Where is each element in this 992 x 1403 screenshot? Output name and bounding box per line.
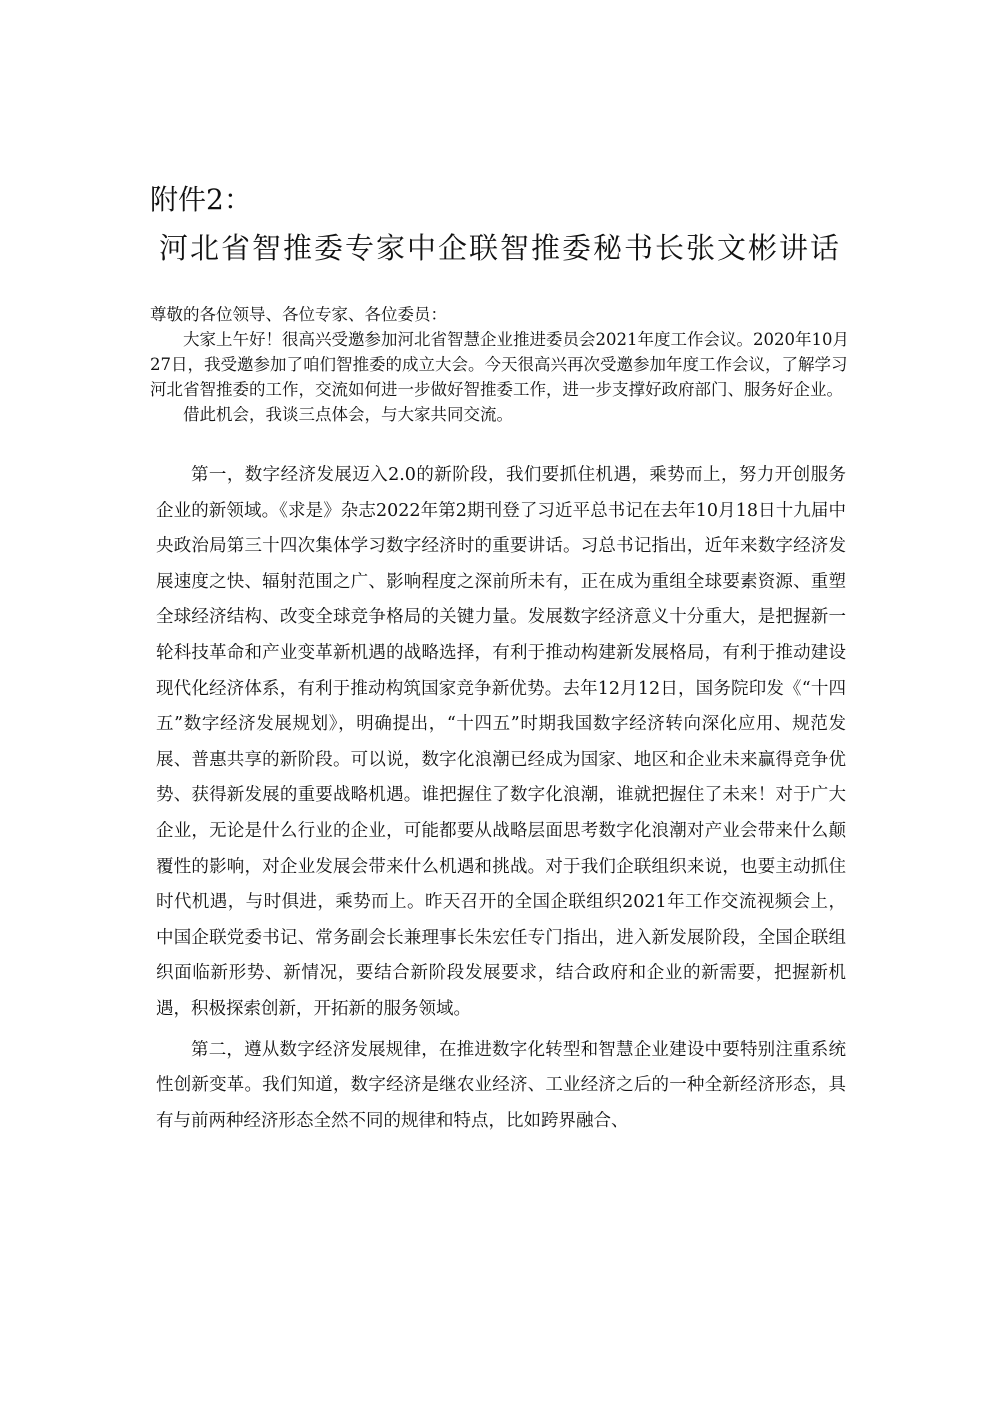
document-title: 河北省智推委专家中企联智推委秘书长张文彬讲话 [158,231,841,265]
body-section [156,458,846,1139]
intro-paragraph: 借此机会，我谈三点体会，与大家共同交流。 [183,405,513,424]
body-paragraph: 第一，数字经济发展迈入2.0的新阶段，我们要抓住机遇，乘势而上，努力开创服务企业的新领域。《求是》杂志2022年第2期刊登了习近平总书记在去年10月18日十九届中央政治局第三十四次集体学习数字经济时的重要讲话。习总书记指出，近年来数字经济发展速度之快、辐射范围之广、影响程度之深前所未有，正在成为重组全球要素资源、重塑全球经济结构、改变全球竞争格局的关键力量。发展数字经济意义十分重大，是把握新一轮科技革命和产业变革新机遇的战略选择，有利于推动构建新发展格局，有利于推动建设现代化经济体系，有利于推动构筑国家竞争新优势。去年12月12日，国务院印发《“十四五”数字经济发展规划》，明确提出，“十四五”时期我国数字经济转向深化应用、规范发展、普惠共享的新阶段。可以说，数字化浪潮已经成为国家、地区和企业未来赢得竞争优势、获得新发展的重要战略机遇。谁把握住了数字化浪潮，谁就把握住了未来！对于广大企业，无论是什么行业的企业，可能都要从战略层面思考数字化浪潮对产业会带来什么颠覆性的影响，对企业发展会带来什么机遇和挑战。对于我们企联组织来说，也要主动抓住时代机遇，与时俱进，乘势而上。昨天召开的全国企联组织2021年工作交流视频会上，中国企联党委书记、常务副会长兼理事长朱宏任专门指出，进入新发展阶段，全国企联组织面临新形势、新情况，要结合新阶段发展要求，结合政府和企业的新需要，把握新机遇，积极探索创新，开拓新的服务领域。 [156,465,846,1019]
body-paragraph: 第二，遵从数字经济发展规律，在推进数字化转型和智慧企业建设中要特别注重系统性创新变革。我们知道，数字经济是继农业经济、工业经济之后的一种全新经济形态，具有与前两种经济形态全然不同的规律和特点，比如跨界融合、 [156,1039,846,1131]
intro-paragraph: 大家上午好！很高兴受邀参加河北省智慧企业推进委员会2021年度工作会议。2020年10月27日，我受邀参加了咱们智推委的成立大会。今天很高兴再次受邀参加年度工作会议，了解学习河北省智推委的工作，交流如何进一步做好智推委工作，进一步支撑好政府部门、服务好企业。 [150,330,849,399]
annex-label: 附件2： [150,183,252,216]
salutation: 尊敬的各位领导、各位专家、各位委员： [150,305,447,324]
intro-section [150,302,850,427]
